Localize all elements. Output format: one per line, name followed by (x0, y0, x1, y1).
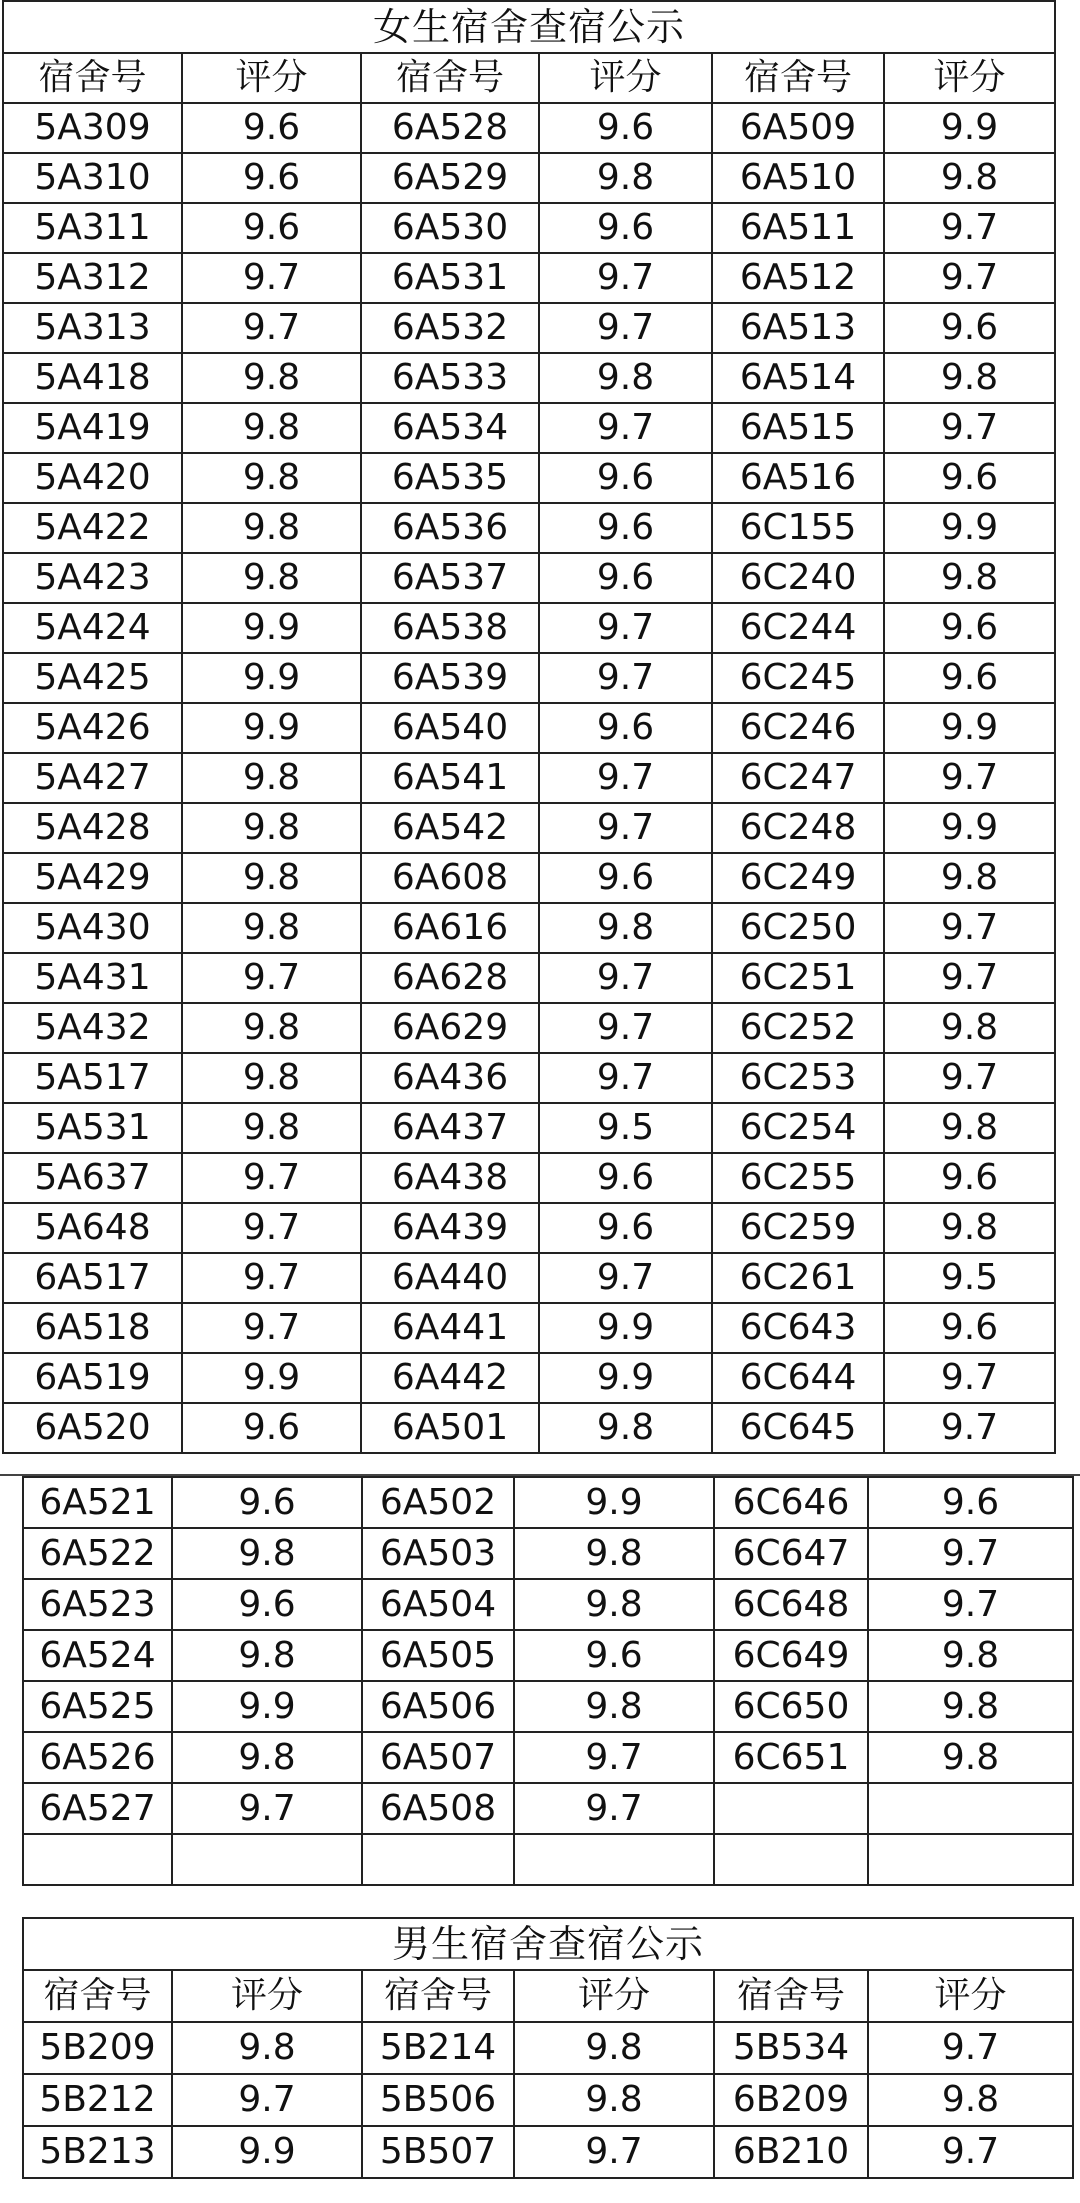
score-cell: 9.5 (539, 1103, 712, 1153)
room-number-cell: 5A430 (3, 903, 182, 953)
score-cell: 9.7 (182, 1303, 361, 1353)
room-number-cell: 5B213 (23, 2126, 172, 2178)
room-number-cell: 6A532 (361, 303, 539, 353)
room-number-cell: 6A531 (361, 253, 539, 303)
table-row (3, 253, 1055, 303)
table-row (3, 453, 1055, 503)
female-dorm-table (2, 0, 1056, 1454)
score-cell: 9.6 (172, 1477, 362, 1528)
room-number-cell: 6A616 (361, 903, 539, 953)
table-row (23, 2074, 1073, 2126)
score-cell: 9.7 (884, 953, 1055, 1003)
table-row (3, 853, 1055, 903)
room-number-cell: 6C648 (714, 1579, 868, 1630)
room-number-cell: 6A533 (361, 353, 539, 403)
room-number-cell: 6C246 (712, 703, 884, 753)
score-cell: 9.9 (884, 803, 1055, 853)
score-header: 评分 (539, 53, 712, 103)
score-cell: 9.8 (884, 1003, 1055, 1053)
score-cell: 9.6 (868, 1477, 1073, 1528)
score-cell: 9.7 (539, 753, 712, 803)
room-number-cell: 6A529 (361, 153, 539, 203)
room-number-cell: 6A519 (3, 1353, 182, 1403)
room-number-cell: 6A528 (361, 103, 539, 153)
table-row (3, 1253, 1055, 1303)
score-cell: 9.8 (539, 903, 712, 953)
score-cell: 9.6 (539, 1203, 712, 1253)
score-cell: 9.7 (884, 753, 1055, 803)
room-number-cell: 6A515 (712, 403, 884, 453)
room-number-cell: 6A441 (361, 1303, 539, 1353)
table-row (3, 1153, 1055, 1203)
room-number-cell: 6A523 (23, 1579, 172, 1630)
room-number-cell: 6A505 (362, 1630, 514, 1681)
table-row (23, 1834, 1073, 1885)
table-row (23, 1783, 1073, 1834)
score-cell: 9.8 (884, 553, 1055, 603)
score-cell: 9.8 (868, 2074, 1073, 2126)
table-row (3, 703, 1055, 753)
score-cell: 9.7 (514, 1732, 714, 1783)
room-number-cell: 6C240 (712, 553, 884, 603)
score-cell: 9.7 (868, 2126, 1073, 2178)
room-number-cell: 6C155 (712, 503, 884, 553)
table-row (3, 553, 1055, 603)
table-row (3, 353, 1055, 403)
room-number-cell: 6A514 (712, 353, 884, 403)
score-cell: 9.9 (514, 1477, 714, 1528)
room-number-cell: 5A309 (3, 103, 182, 153)
male-table-title-row (23, 1918, 1073, 1970)
room-number-cell: 6A512 (712, 253, 884, 303)
room-number-cell: 5A432 (3, 1003, 182, 1053)
room-number-cell: 5B506 (362, 2074, 514, 2126)
score-cell: 9.7 (182, 303, 361, 353)
room-number-cell: 5A648 (3, 1203, 182, 1253)
room-number-cell: 6A540 (361, 703, 539, 753)
room-number-cell: 6C244 (712, 603, 884, 653)
score-header: 评分 (172, 1970, 362, 2022)
score-cell: 9.8 (514, 1681, 714, 1732)
header-row (23, 1970, 1073, 2022)
score-cell: 9.7 (539, 1253, 712, 1303)
score-cell: 9.9 (172, 1681, 362, 1732)
score-cell: 9.7 (182, 1253, 361, 1303)
score-cell: 9.8 (539, 353, 712, 403)
score-cell: 9.6 (884, 1303, 1055, 1353)
table-row (3, 1053, 1055, 1103)
score-cell: 9.6 (539, 703, 712, 753)
table-row (3, 1353, 1055, 1403)
score-cell: 9.7 (884, 1353, 1055, 1403)
table-row (3, 1103, 1055, 1153)
room-number-cell: 6C651 (714, 1732, 868, 1783)
room-number-cell: 6A541 (361, 753, 539, 803)
table-row (3, 653, 1055, 703)
room-number-cell: 6B210 (714, 2126, 868, 2178)
room-number-cell: 5A428 (3, 803, 182, 853)
score-cell: 9.7 (539, 253, 712, 303)
score-cell: 9.7 (182, 253, 361, 303)
room-number-cell: 6A442 (361, 1353, 539, 1403)
room-number-cell: 5A637 (3, 1153, 182, 1203)
score-cell: 9.7 (182, 1153, 361, 1203)
room-number-header: 宿舍号 (23, 1970, 172, 2022)
room-number-cell: 6A522 (23, 1528, 172, 1579)
table-row (3, 503, 1055, 553)
female-table-title-row (3, 1, 1055, 53)
score-cell: 9.6 (884, 303, 1055, 353)
score-cell: 9.8 (868, 1732, 1073, 1783)
score-cell: 9.7 (182, 1203, 361, 1253)
room-number-cell: 5A310 (3, 153, 182, 203)
score-cell: 9.6 (884, 453, 1055, 503)
score-cell: 9.9 (539, 1353, 712, 1403)
score-cell: 9.8 (884, 353, 1055, 403)
room-number-cell: 5B214 (362, 2022, 514, 2074)
score-cell: 9.7 (182, 953, 361, 1003)
room-number-cell: 6A516 (712, 453, 884, 503)
room-number-cell: 6C255 (712, 1153, 884, 1203)
score-header: 评分 (182, 53, 361, 103)
room-number-cell: 5A429 (3, 853, 182, 903)
room-number-cell: 5A431 (3, 953, 182, 1003)
table-row (3, 1003, 1055, 1053)
room-number-cell: 5A517 (3, 1053, 182, 1103)
score-cell: 9.8 (514, 2074, 714, 2126)
score-cell: 9.7 (539, 653, 712, 703)
score-cell: 9.9 (182, 703, 361, 753)
table-row (23, 1630, 1073, 1681)
room-number-cell: 6A608 (361, 853, 539, 903)
score-cell: 9.9 (172, 2126, 362, 2178)
room-number-cell: 5A531 (3, 1103, 182, 1153)
table-row (3, 303, 1055, 353)
score-cell: 9.8 (884, 1203, 1055, 1253)
room-number-cell: 6A507 (362, 1732, 514, 1783)
score-cell: 9.6 (182, 103, 361, 153)
room-number-cell: 6A524 (23, 1630, 172, 1681)
score-cell: 9.8 (182, 1053, 361, 1103)
table-row (3, 1403, 1055, 1453)
room-number-cell: 6C646 (714, 1477, 868, 1528)
room-number-cell: 6A511 (712, 203, 884, 253)
room-number-cell: 6C261 (712, 1253, 884, 1303)
table-row (3, 903, 1055, 953)
room-number-cell: 6A536 (361, 503, 539, 553)
score-cell (868, 1783, 1073, 1834)
table-row (3, 953, 1055, 1003)
score-cell: 9.8 (514, 2022, 714, 2074)
score-cell: 9.6 (884, 653, 1055, 703)
score-cell: 9.7 (172, 2074, 362, 2126)
room-number-header: 宿舍号 (712, 53, 884, 103)
score-header: 评分 (514, 1970, 714, 2022)
room-number-cell: 6A437 (361, 1103, 539, 1153)
room-number-cell: 6A509 (712, 103, 884, 153)
score-cell: 9.8 (182, 403, 361, 453)
room-number-cell: 6A518 (3, 1303, 182, 1353)
score-cell: 9.7 (539, 303, 712, 353)
score-cell: 9.9 (884, 703, 1055, 753)
score-cell: 9.7 (539, 803, 712, 853)
room-number-cell: 6C650 (714, 1681, 868, 1732)
room-number-cell: 6A517 (3, 1253, 182, 1303)
score-cell: 9.7 (539, 953, 712, 1003)
room-number-cell: 5A425 (3, 653, 182, 703)
room-number-cell: 5A427 (3, 753, 182, 803)
room-number-cell: 5A420 (3, 453, 182, 503)
score-cell: 9.8 (868, 1681, 1073, 1732)
room-number-cell: 6A538 (361, 603, 539, 653)
table-row (23, 1681, 1073, 1732)
table-row (3, 403, 1055, 453)
score-cell: 9.8 (539, 153, 712, 203)
room-number-cell: 6C253 (712, 1053, 884, 1103)
room-number-cell: 6C649 (714, 1630, 868, 1681)
score-cell: 9.6 (514, 1630, 714, 1681)
score-cell: 9.6 (182, 203, 361, 253)
male-table-title: 男生宿舍查宿公示 (23, 1918, 1073, 1970)
room-number-cell: 6A513 (712, 303, 884, 353)
room-number-cell: 6A504 (362, 1579, 514, 1630)
room-number-cell: 6A534 (361, 403, 539, 453)
score-cell: 9.8 (182, 1003, 361, 1053)
room-number-cell: 6A503 (362, 1528, 514, 1579)
room-number-cell: 6C251 (712, 953, 884, 1003)
score-cell: 9.8 (182, 353, 361, 403)
score-cell: 9.7 (539, 603, 712, 653)
score-cell: 9.8 (172, 1732, 362, 1783)
room-number-cell: 6B209 (714, 2074, 868, 2126)
room-number-cell: 5A422 (3, 503, 182, 553)
score-cell: 9.7 (884, 253, 1055, 303)
room-number-cell: 6C252 (712, 1003, 884, 1053)
score-cell: 9.6 (884, 603, 1055, 653)
room-number-cell: 6A537 (361, 553, 539, 603)
score-cell (868, 1834, 1073, 1885)
room-number-cell: 6C250 (712, 903, 884, 953)
room-number-cell: 6C647 (714, 1528, 868, 1579)
room-number-cell: 6A501 (361, 1403, 539, 1453)
score-cell: 9.7 (884, 203, 1055, 253)
room-number-cell: 5B212 (23, 2074, 172, 2126)
score-cell: 9.9 (182, 653, 361, 703)
score-cell: 9.6 (539, 503, 712, 553)
score-cell: 9.8 (182, 453, 361, 503)
room-number-cell: 6A629 (361, 1003, 539, 1053)
table-row (3, 103, 1055, 153)
score-header: 评分 (884, 53, 1055, 103)
score-cell: 9.7 (884, 1403, 1055, 1453)
room-number-cell: 6A535 (361, 453, 539, 503)
table-row (23, 1579, 1073, 1630)
room-number-cell: 6C644 (712, 1353, 884, 1403)
table-row (3, 803, 1055, 853)
room-number-cell: 5A426 (3, 703, 182, 753)
score-cell: 9.9 (884, 103, 1055, 153)
score-cell: 9.8 (182, 803, 361, 853)
score-cell: 9.7 (868, 1579, 1073, 1630)
score-cell: 9.8 (884, 153, 1055, 203)
room-number-cell (714, 1834, 868, 1885)
score-cell: 9.8 (182, 503, 361, 553)
room-number-cell: 6A525 (23, 1681, 172, 1732)
table-row (3, 603, 1055, 653)
room-number-cell: 6A436 (361, 1053, 539, 1103)
room-number-header: 宿舍号 (361, 53, 539, 103)
score-cell: 9.8 (182, 1103, 361, 1153)
room-number-cell: 6C254 (712, 1103, 884, 1153)
room-number-cell: 6A542 (361, 803, 539, 853)
room-number-cell: 5A424 (3, 603, 182, 653)
room-number-cell: 5A423 (3, 553, 182, 603)
room-number-cell: 5A312 (3, 253, 182, 303)
room-number-cell: 6A526 (23, 1732, 172, 1783)
table-row (3, 153, 1055, 203)
score-cell: 9.7 (884, 1053, 1055, 1103)
score-cell: 9.7 (539, 403, 712, 453)
score-header: 评分 (868, 1970, 1073, 2022)
score-cell: 9.7 (539, 1053, 712, 1103)
table-row (3, 203, 1055, 253)
room-number-cell: 6A508 (362, 1783, 514, 1834)
score-cell: 9.7 (514, 2126, 714, 2178)
room-number-cell: 6A510 (712, 153, 884, 203)
room-number-cell: 6A438 (361, 1153, 539, 1203)
score-cell: 9.7 (172, 1783, 362, 1834)
score-cell: 9.8 (868, 1630, 1073, 1681)
room-number-cell: 5A418 (3, 353, 182, 403)
room-number-cell: 6C248 (712, 803, 884, 853)
score-cell: 9.8 (514, 1579, 714, 1630)
table-row (3, 1203, 1055, 1253)
score-cell: 9.6 (539, 103, 712, 153)
room-number-cell (23, 1834, 172, 1885)
female-dorm-table-continued (22, 1476, 1074, 1886)
room-number-cell: 5B209 (23, 2022, 172, 2074)
room-number-cell: 5A419 (3, 403, 182, 453)
score-cell: 9.9 (182, 1353, 361, 1403)
score-cell: 9.8 (172, 1630, 362, 1681)
score-cell: 9.8 (884, 853, 1055, 903)
male-dorm-table (22, 1917, 1074, 2179)
room-number-cell: 6C643 (712, 1303, 884, 1353)
room-number-cell: 6A530 (361, 203, 539, 253)
score-cell (514, 1834, 714, 1885)
room-number-cell: 6A439 (361, 1203, 539, 1253)
table-row (23, 2022, 1073, 2074)
score-cell: 9.7 (884, 903, 1055, 953)
score-cell: 9.8 (172, 1528, 362, 1579)
room-number-cell: 6C245 (712, 653, 884, 703)
table-row (3, 753, 1055, 803)
score-cell: 9.8 (514, 1528, 714, 1579)
table-row (23, 2126, 1073, 2178)
table-row (23, 1477, 1073, 1528)
score-cell: 9.9 (539, 1303, 712, 1353)
room-number-header: 宿舍号 (3, 53, 182, 103)
score-cell: 9.6 (172, 1579, 362, 1630)
score-cell: 9.8 (884, 1103, 1055, 1153)
room-number-cell: 6A502 (362, 1477, 514, 1528)
score-cell: 9.6 (182, 1403, 361, 1453)
room-number-cell (362, 1834, 514, 1885)
score-cell: 9.6 (539, 553, 712, 603)
score-cell: 9.9 (884, 503, 1055, 553)
score-cell: 9.6 (539, 203, 712, 253)
room-number-cell: 6C249 (712, 853, 884, 903)
room-number-cell: 6A506 (362, 1681, 514, 1732)
table-row (23, 1528, 1073, 1579)
score-cell: 9.7 (539, 1003, 712, 1053)
room-number-cell: 5A311 (3, 203, 182, 253)
room-number-cell: 6C247 (712, 753, 884, 803)
room-number-cell: 6A539 (361, 653, 539, 703)
score-cell: 9.5 (884, 1253, 1055, 1303)
female-table-title: 女生宿舍查宿公示 (3, 1, 1055, 53)
score-cell: 9.8 (182, 753, 361, 803)
room-number-cell: 6A440 (361, 1253, 539, 1303)
room-number-header: 宿舍号 (362, 1970, 514, 2022)
score-cell: 9.6 (182, 153, 361, 203)
header-row (3, 53, 1055, 103)
room-number-cell: 6A521 (23, 1477, 172, 1528)
table-row (23, 1732, 1073, 1783)
score-cell: 9.7 (514, 1783, 714, 1834)
room-number-cell: 5B507 (362, 2126, 514, 2178)
score-cell: 9.8 (182, 853, 361, 903)
room-number-cell: 5B534 (714, 2022, 868, 2074)
room-number-cell: 6A628 (361, 953, 539, 1003)
score-cell: 9.8 (182, 553, 361, 603)
room-number-cell (714, 1783, 868, 1834)
room-number-cell: 6C259 (712, 1203, 884, 1253)
score-cell: 9.6 (539, 853, 712, 903)
score-cell: 9.6 (539, 1153, 712, 1203)
score-cell: 9.8 (172, 2022, 362, 2074)
score-cell: 9.7 (868, 2022, 1073, 2074)
score-cell (172, 1834, 362, 1885)
room-number-cell: 5A313 (3, 303, 182, 353)
score-cell: 9.6 (539, 453, 712, 503)
score-cell: 9.8 (182, 903, 361, 953)
table-row (3, 1303, 1055, 1353)
room-number-cell: 6C645 (712, 1403, 884, 1453)
score-cell: 9.7 (884, 403, 1055, 453)
score-cell: 9.9 (182, 603, 361, 653)
room-number-cell: 6A527 (23, 1783, 172, 1834)
score-cell: 9.6 (884, 1153, 1055, 1203)
room-number-cell: 6A520 (3, 1403, 182, 1453)
room-number-header: 宿舍号 (714, 1970, 868, 2022)
score-cell: 9.7 (868, 1528, 1073, 1579)
score-cell: 9.8 (539, 1403, 712, 1453)
